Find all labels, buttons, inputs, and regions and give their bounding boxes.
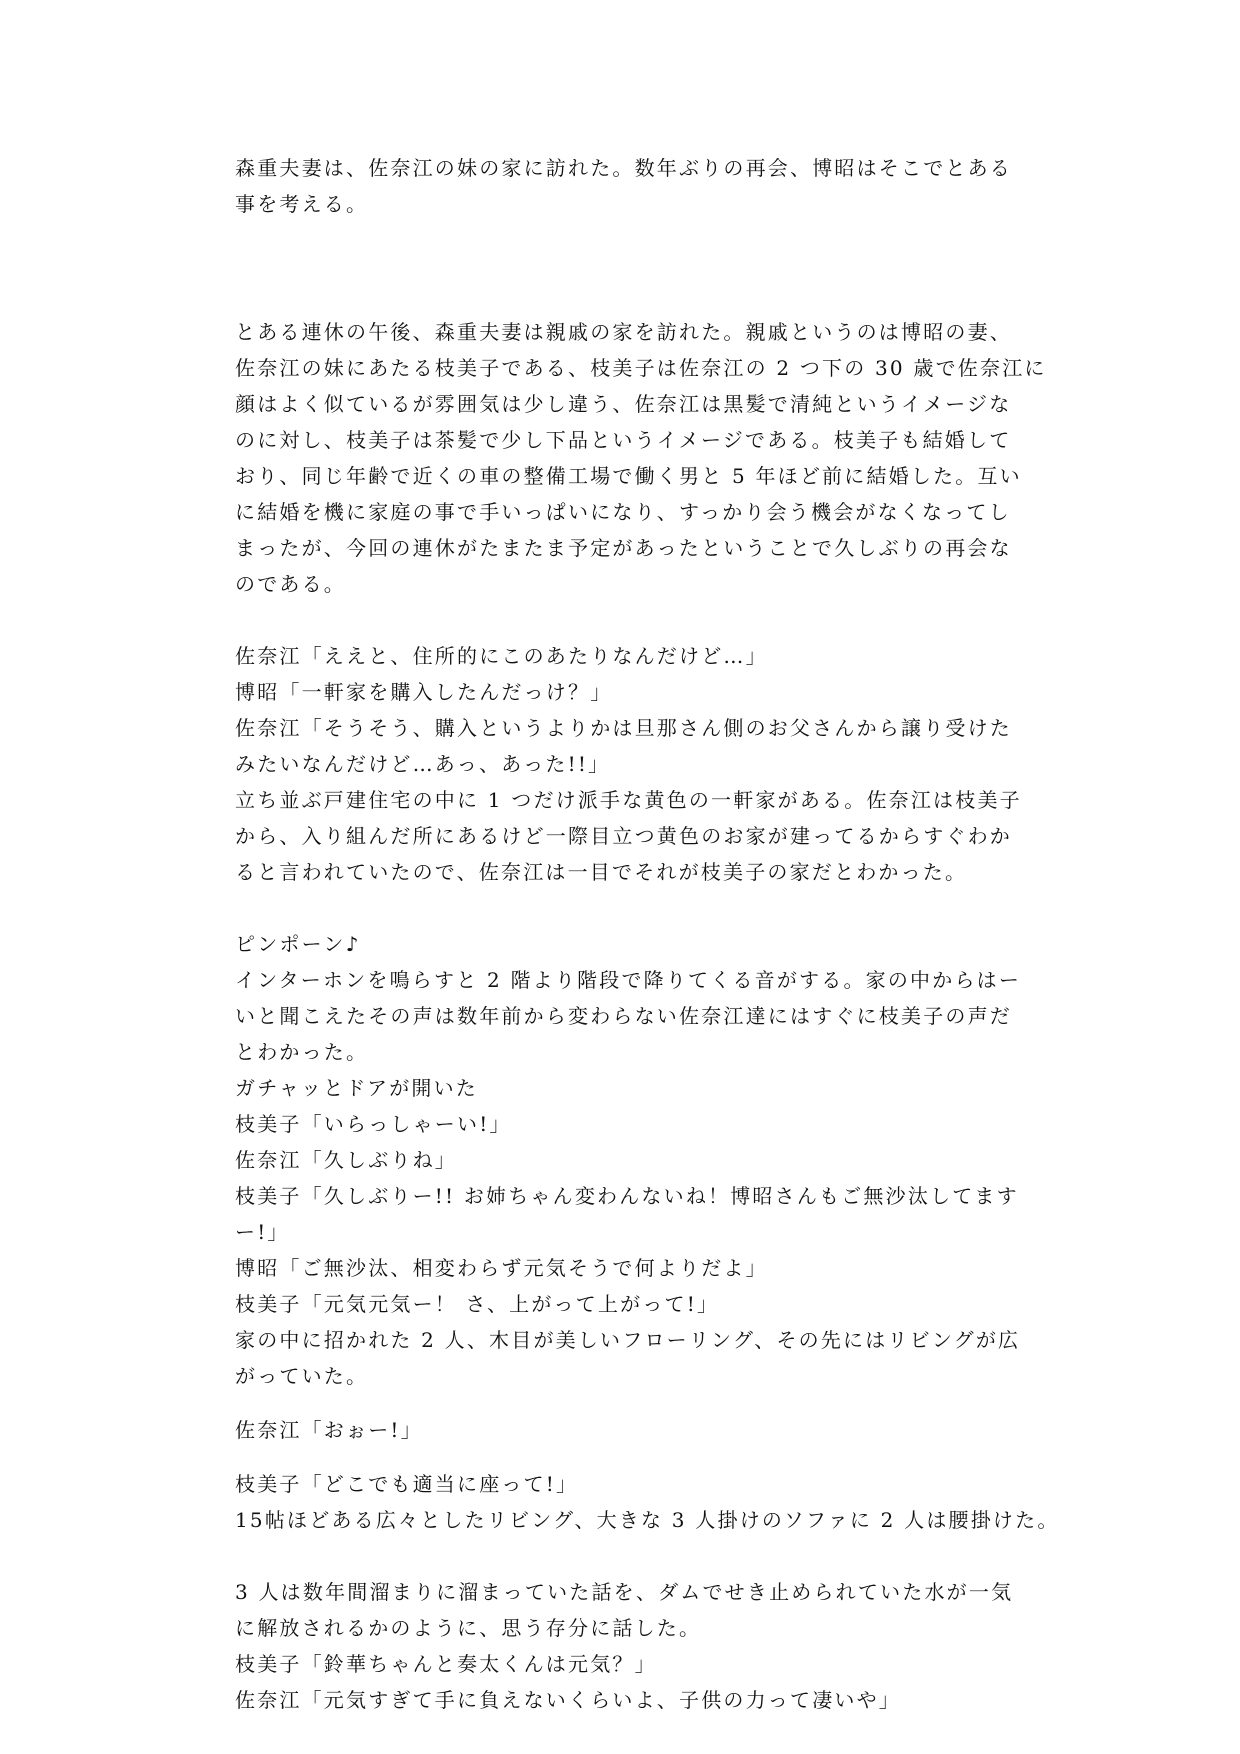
text-line: みたいなんだけど…あっ、あった!!」 [235,752,611,776]
text-line: 佐奈江「おぉー!」 [235,1418,423,1442]
text-line: 枝美子「どこでも適当に座って!」 [235,1472,579,1496]
text-line: に結婚を機に家庭の事で手いっぱいになり、すっかり会う機会がなくなってし [235,500,1011,524]
story-summary [235,150,1012,222]
dialogue-block [235,1466,1060,1538]
text-line: 枝美子「久しぶりー!! お姉ちゃん変わんないね！博昭さんもご無沙汰してます [235,1184,1019,1208]
text-line: ると言われていたので、佐奈江は一目でそれが枝美子の家だとわかった。 [235,860,968,884]
text-line: 佐奈江「そうそう、購入というよりかは旦那さん側のお父さんから譲り受けた [235,716,1012,740]
paragraph [235,1574,1014,1718]
text-line: 顔はよく似ているが雰囲気は少し違う、佐奈江は黒髪で清純というイメージな [235,392,1012,416]
text-line: 枝美子「元気元気ー！ さ、上がって上がって!」 [235,1292,720,1316]
text-line: 15帖ほどある広々としたリビング、大きな 3 人掛けのソファに 2 人は腰掛けた。 [235,1508,1060,1532]
text-line: おり、同じ年齢で近くの車の整備工場で働く男と 5 年ほど前に結婚した。互い [235,464,1022,488]
text-line: 佐奈江の妹にあたる枝美子である、枝美子は佐奈江の 2 つ下の 30 歳で佐奈江に [235,356,1047,380]
text-line: 事を考える。 [235,192,369,216]
text-line: 博昭「一軒家を購入したんだっけ？」 [235,680,613,704]
text-line: ー!」 [235,1220,290,1244]
text-line: とある連休の午後、森重夫妻は親戚の家を訪れた。親戚というのは博昭の妻、 [235,320,1012,344]
text-line: 枝美子「いらっしゃーい!」 [235,1112,512,1136]
text-line: から、入り組んだ所にあるけど一際目立つ黄色のお家が建ってるからすぐわか [235,824,1012,848]
text-line: 佐奈江「元気すぎて手に負えないくらいよ、子供の力って凄いや」 [235,1688,901,1712]
text-line: がっていた。 [235,1364,369,1388]
text-line: 佐奈江「ええと、住所的にこのあたりなんだけど…」 [235,644,768,668]
dialogue-block [235,926,1022,1394]
text-line: まったが、今回の連休がたまたま予定があったということで久しぶりの再会な [235,536,1012,560]
dialogue-block [235,638,1022,890]
text-line: 森重夫妻は、佐奈江の妹の家に訪れた。数年ぶりの再会、博昭はそこでとある [235,156,1012,180]
text-line: ピンポーン♪ [235,932,361,956]
text-line: のに対し、枝美子は茶髪で少し下品というイメージである。枝美子も結婚して [235,428,1012,452]
text-line: 博昭「ご無沙汰、相変わらず元気そうで何よりだよ」 [235,1256,768,1280]
text-line: 佐奈江「久しぶりね」 [235,1148,457,1172]
text-line: とわかった。 [235,1040,369,1064]
text-line: インターホンを鳴らすと 2 階より階段で降りてくる音がする。家の中からはー [235,968,1022,992]
text-line: 家の中に招かれた 2 人、木目が美しいフローリング、その先にはリビングが広 [235,1328,1021,1352]
text-line: 枝美子「鈴華ちゃんと奏太くんは元気？」 [235,1652,657,1676]
text-line: 3 人は数年間溜まりに溜まっていた話を、ダムでせき止められていた水が一気 [235,1580,1014,1604]
paragraph [235,314,1047,602]
text-line: に解放されるかのように、思う存分に話した。 [235,1616,702,1640]
dialogue-block [235,1412,1005,1448]
text-line: 立ち並ぶ戸建住宅の中に 1 つだけ派手な黄色の一軒家がある。佐奈江は枝美子 [235,788,1022,812]
text-line: のである。 [235,572,346,596]
story-body [235,314,1060,1718]
text-line: ガチャッとドアが開いた [235,1076,478,1100]
text-line: いと聞こえたその声は数年前から変わらない佐奈江達にはすぐに枝美子の声だ [235,1004,1012,1028]
